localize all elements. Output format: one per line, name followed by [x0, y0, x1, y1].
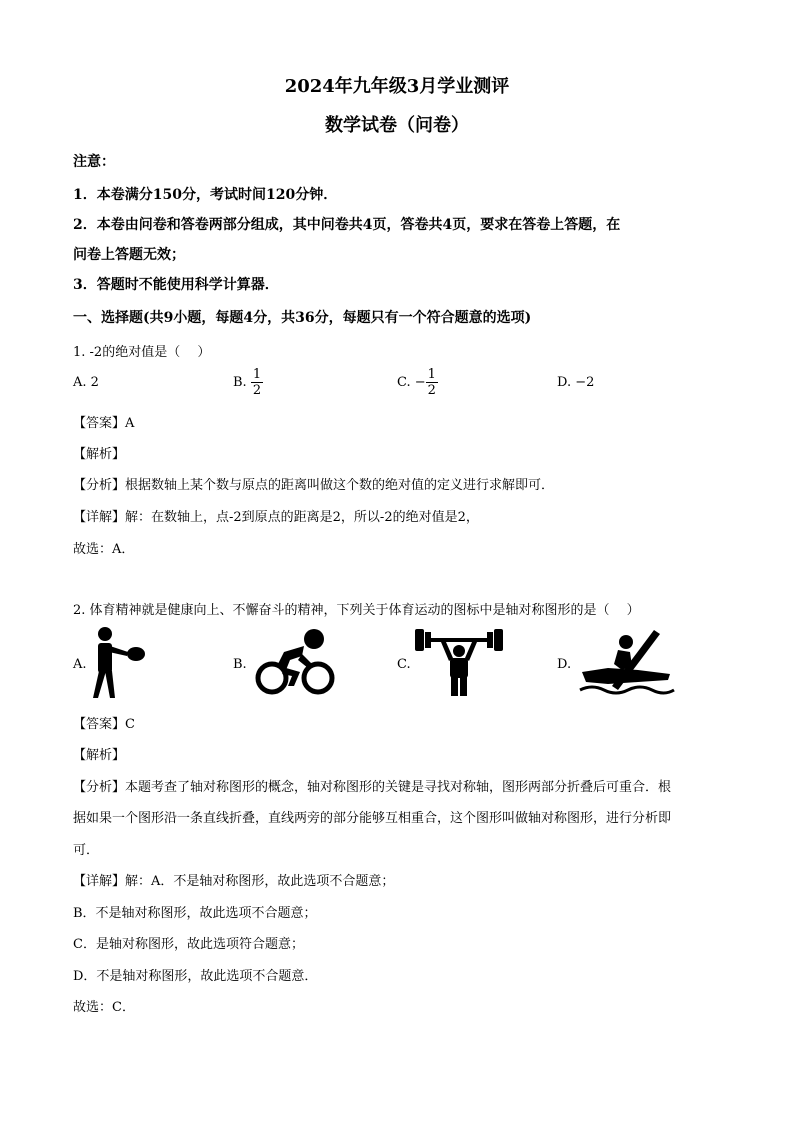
q2-answer: 【答案】C [73, 717, 135, 732]
q1-detail: 【详解】解：在数轴上，点-2到原点的距离是2，所以-2的绝对值是2， [73, 510, 479, 525]
q1-option-c-label: C. [397, 375, 411, 390]
q2-option-d-label: D. [557, 657, 572, 672]
q1-option-c [397, 367, 438, 398]
q2-stem: 2. 体育精神就是健康向上、不懈奋斗的精神，下列关于体育运动的图标中是轴对称图形的是（ ） [73, 603, 640, 618]
section-heading: 一、选择题(共9小题，每题4分，共36分，每题只有一个符合题意的选项) [73, 310, 532, 326]
q2-option-c-label: C. [397, 657, 411, 672]
q2-detail-d: D．不是轴对称图形，故此选项不合题意． [73, 969, 318, 984]
q1-option-b [233, 367, 263, 398]
q1-stem: 1. -2的绝对值是（ ） [73, 345, 211, 360]
q1-option-b-denominator: 2 [252, 383, 262, 398]
q2-detail-c: C．是轴对称图形，故此选项符合题意； [73, 937, 304, 952]
q1-option-a: A. 2 [73, 375, 99, 390]
q2-detail-b: B．不是轴对称图形，故此选项不合题意； [73, 906, 317, 921]
q1-option-c-denominator: 2 [427, 383, 436, 398]
q1-option-c-numerator: 1 [427, 367, 436, 382]
q1-conclusion: 故选：A． [73, 542, 135, 557]
q1-option-b-numerator: 1 [252, 367, 262, 382]
q2-conclusion: 故选：C． [73, 1000, 135, 1015]
notice-label: 注意： [73, 154, 115, 170]
q2-detail-a: 【详解】解：A．不是轴对称图形，故此选项不合题意； [73, 874, 395, 889]
q1-option-c-sign: − [414, 375, 426, 390]
q1-analysis-label: 【解析】 [73, 447, 126, 462]
page-title: 2024年九年级3月学业测评 [284, 76, 510, 97]
q1-option-b-label: B. [233, 375, 247, 390]
boxing-icon [88, 626, 152, 702]
notice-item-1: 1．本卷满分150分，考试时间120分钟． [73, 187, 338, 203]
q2-option-b-label: B. [233, 657, 247, 672]
q2-analysis-line-1: 【分析】本题考查了轴对称图形的概念，轴对称图形的关键是寻找对称轴，图形两部分折叠后可重合．根 [73, 780, 672, 795]
notice-item-2-cont: 问卷上答题无效； [73, 247, 185, 263]
q1-analysis: 【分析】根据数轴上某个数与原点的距离叫做这个数的绝对值的定义进行求解即可． [73, 478, 555, 493]
notice-item-3: 3．答题时不能使用科学计算器． [73, 277, 279, 293]
q1-answer: 【答案】A [73, 416, 135, 431]
q2-option-a-label: A. [73, 657, 87, 672]
q2-analysis-line-2: 据如果一个图形沿一条直线折叠，直线两旁的部分能够互相重合，这个图形叫做轴对称图形，进行分析即 [73, 811, 672, 826]
cycling-icon [252, 628, 336, 698]
q1-option-b-fraction [251, 367, 263, 398]
q2-analysis-label: 【解析】 [73, 748, 126, 763]
q1-option-c-fraction [426, 367, 438, 398]
q2-analysis-line-3: 可． [73, 843, 100, 858]
weightlifting-icon [415, 628, 503, 698]
page-subtitle: 数学试卷（问卷） [325, 115, 469, 136]
notice-item-2: 2．本卷由问卷和答卷两部分组成，其中问卷共4页，答卷共4页，要求在答卷上答题，在 [73, 217, 621, 233]
q1-option-d: D. −2 [557, 375, 595, 390]
kayaking-icon [578, 630, 676, 696]
